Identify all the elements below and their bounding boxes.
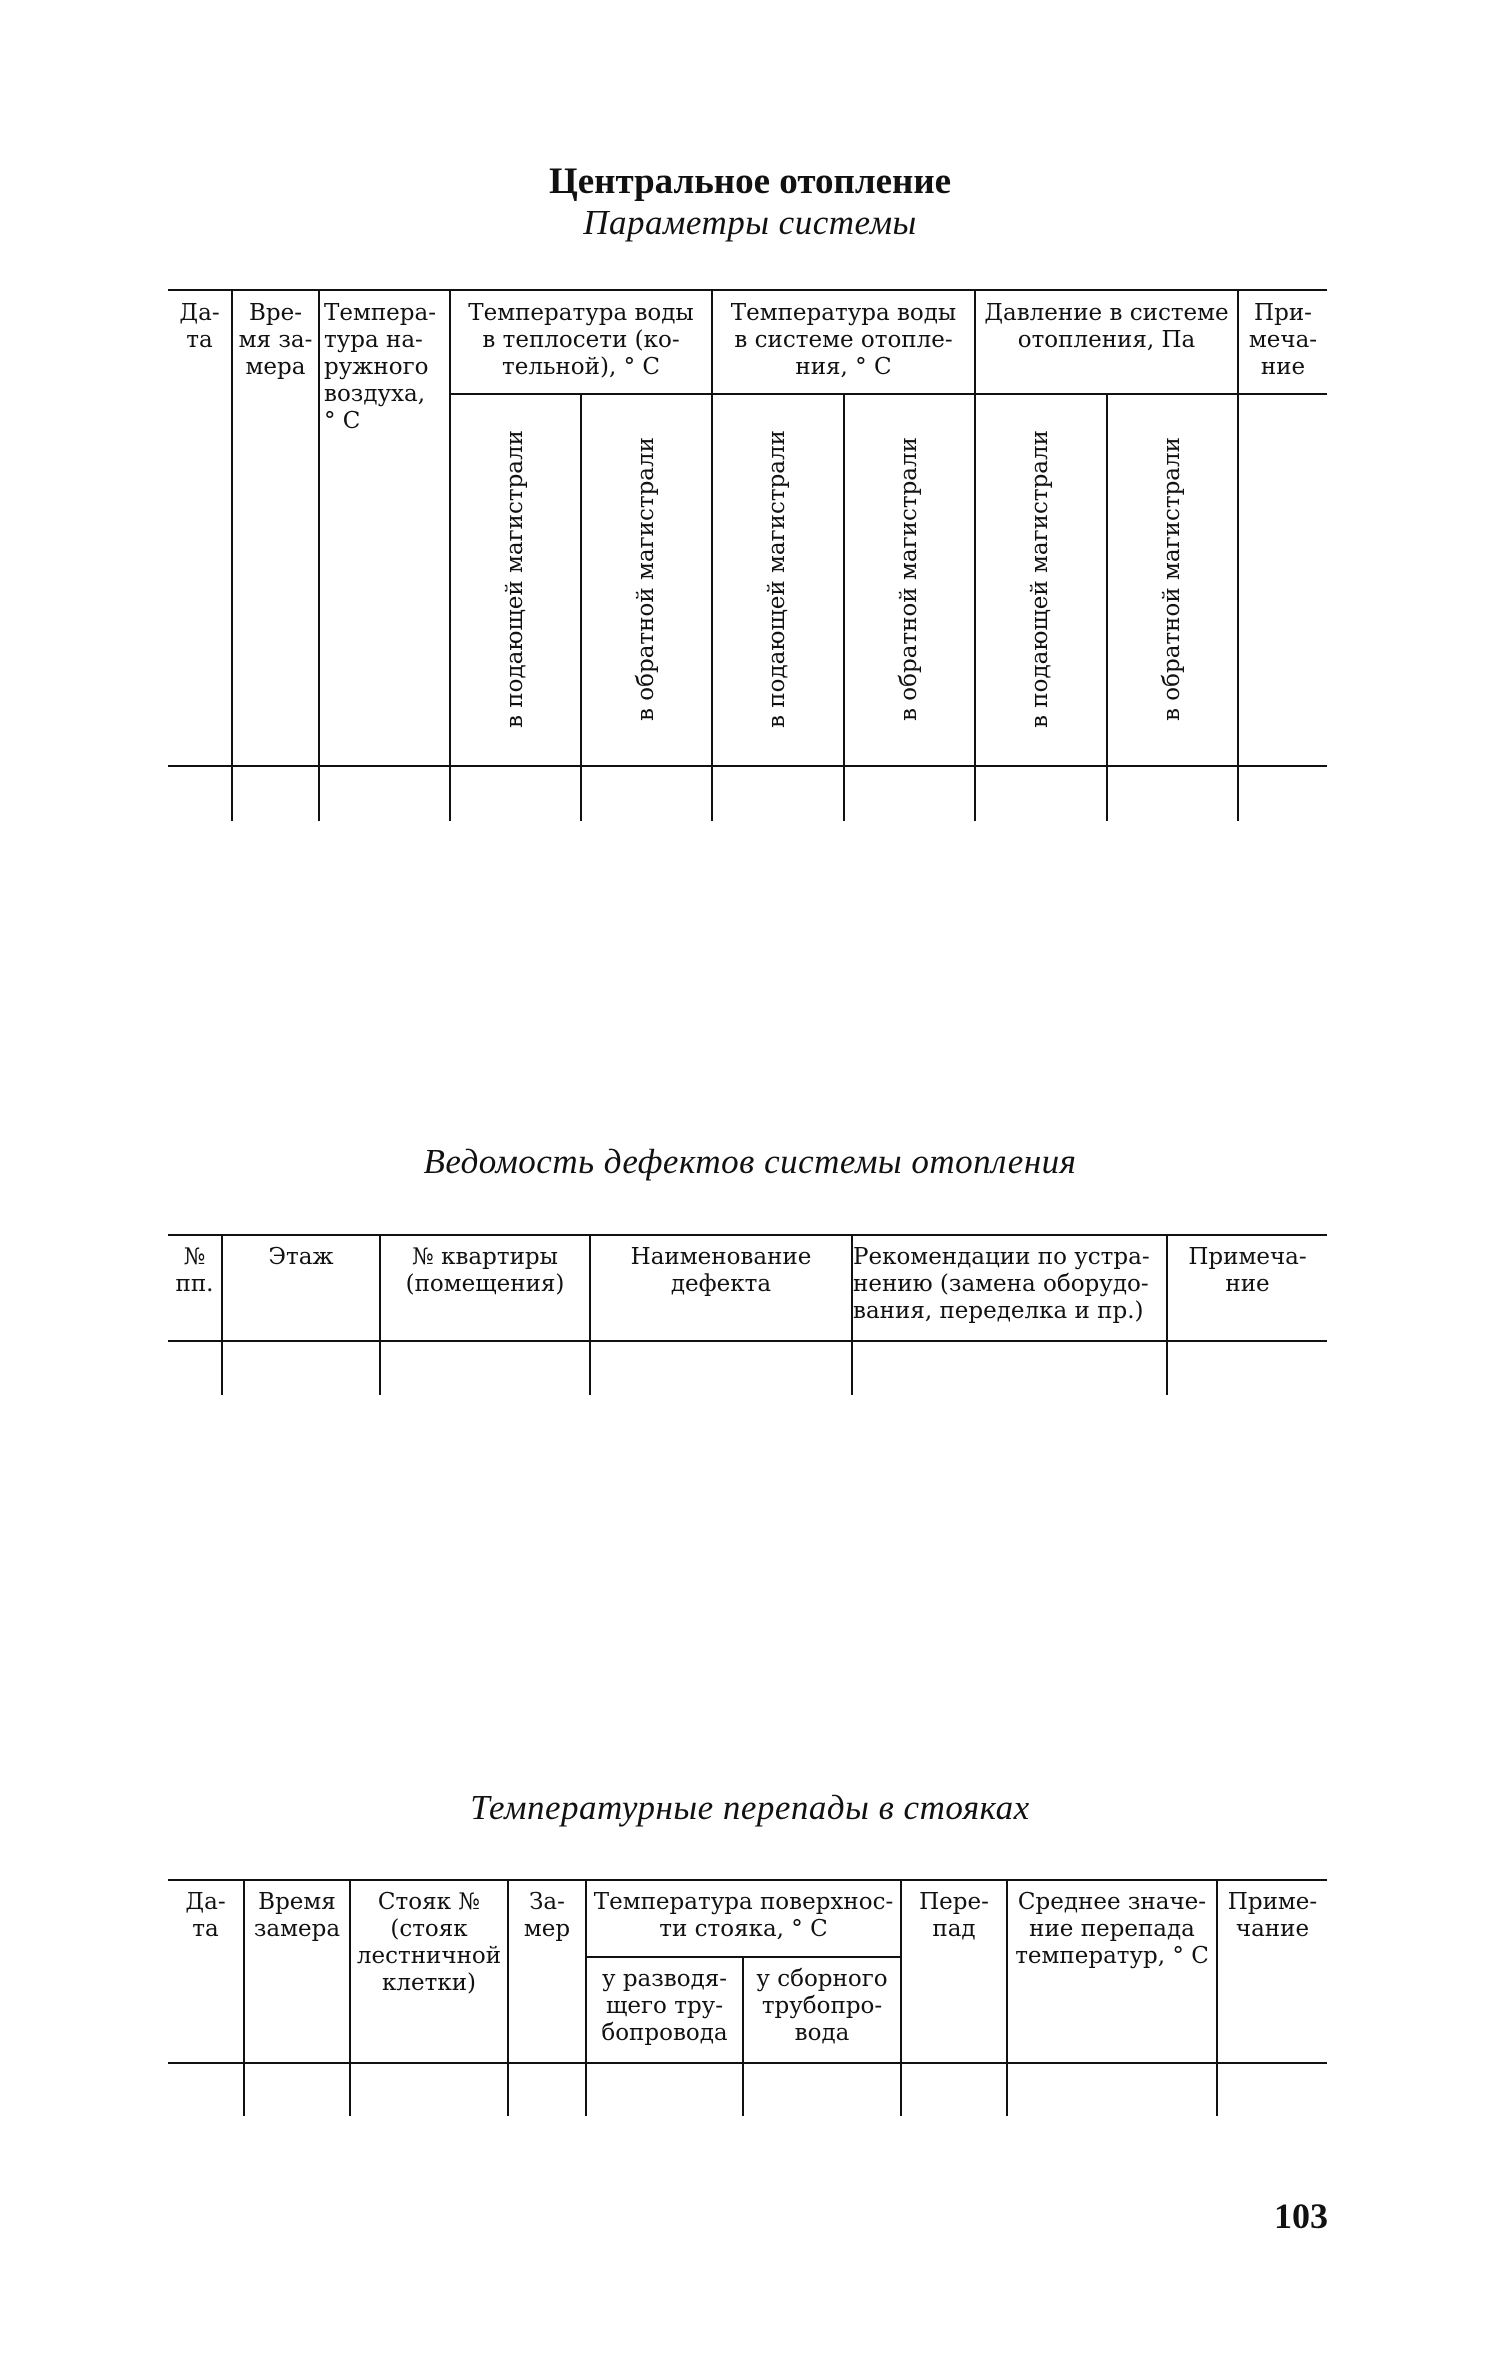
table1-header-bottom — [168, 765, 1327, 767]
table3-top-border — [168, 1879, 1327, 1881]
table3-subheader-collector: у сборного трубопро- вода — [756, 1966, 888, 2046]
table1-header-water-temp-system: Температура воды в системе отопле- ния, ° С — [730, 300, 957, 380]
table1-col-divider — [580, 393, 582, 821]
section-subtitle: Параметры системы — [583, 203, 917, 242]
table2-header-note: Примеча- ние — [1188, 1244, 1307, 1297]
table1-col-divider — [974, 289, 976, 821]
table3-header-drop: Пере- пад — [919, 1889, 989, 1942]
table1-col-divider — [1106, 393, 1108, 821]
defects-table-title: Ведомость дефектов системы отопления — [423, 1142, 1077, 1181]
riser-table-title: Температурные перепады в стояках — [470, 1788, 1030, 1827]
table1-header-pressure: Давление в системе отопления, Па — [984, 300, 1229, 353]
table2-header-bottom — [168, 1340, 1327, 1342]
table3-header-riser: Стояк № (стояк лестничной клетки) — [356, 1889, 502, 1996]
table1-col-divider — [843, 393, 845, 821]
table1-header-outdoor-temp: Темпера- тура на- ружного воздуха, ° С — [324, 300, 436, 434]
table3-header-note: Приме- чание — [1227, 1889, 1318, 1942]
table3-header-average: Среднее значе- ние перепада температур, ° С — [1015, 1889, 1209, 1969]
table3-header-date: Да- та — [185, 1889, 226, 1942]
table1-header-water-temp-network: Температура воды в теплосети (ко- тельной), ° С — [468, 300, 694, 380]
table3-header-bottom — [168, 2062, 1327, 2064]
table3-subheader-distribution: у разводя- щего тру- бопровода — [601, 1966, 728, 2046]
table2-header-recommendations: Рекомендации по устра- нению (замена оборудо- вания, переделка и пр.) — [853, 1244, 1150, 1324]
table3-header-time: Время замера — [253, 1889, 341, 1942]
table1-subheader-return-pressure: в обратной магистрали — [1159, 437, 1185, 721]
page-number: 103 — [1274, 2196, 1328, 2236]
table1-header-date: Да- та — [179, 300, 220, 353]
table3-header-measure: За- мер — [523, 1889, 571, 1942]
table1-top-border — [168, 289, 1327, 291]
table1-subheader-supply-network: в подающей магистрали — [502, 430, 528, 728]
table2-header-apartment: № квартиры (помещения) — [405, 1244, 565, 1297]
table1-header-time: Вре- мя за- мера — [238, 300, 313, 380]
table1-header-note: При- меча- ние — [1248, 300, 1318, 380]
table3-header-surface-temp: Температура поверхнос- ти стояка, ° С — [593, 1889, 894, 1942]
table1-subheader-return-network: в обратной магистрали — [633, 437, 659, 721]
table2-header-num: № пп. — [175, 1244, 214, 1297]
table2-top-border — [168, 1234, 1327, 1236]
table1-subheader-supply-pressure: в подающей магистрали — [1027, 430, 1053, 728]
table1-subheader-return-system: в обратной магистрали — [896, 437, 922, 721]
table2-header-floor: Этаж — [268, 1244, 334, 1270]
table1-subheader-supply-system: в подающей магистрали — [764, 430, 790, 728]
section-title: Центральное отопление — [548, 161, 952, 202]
table2-header-defect: Наименование дефекта — [630, 1244, 812, 1297]
